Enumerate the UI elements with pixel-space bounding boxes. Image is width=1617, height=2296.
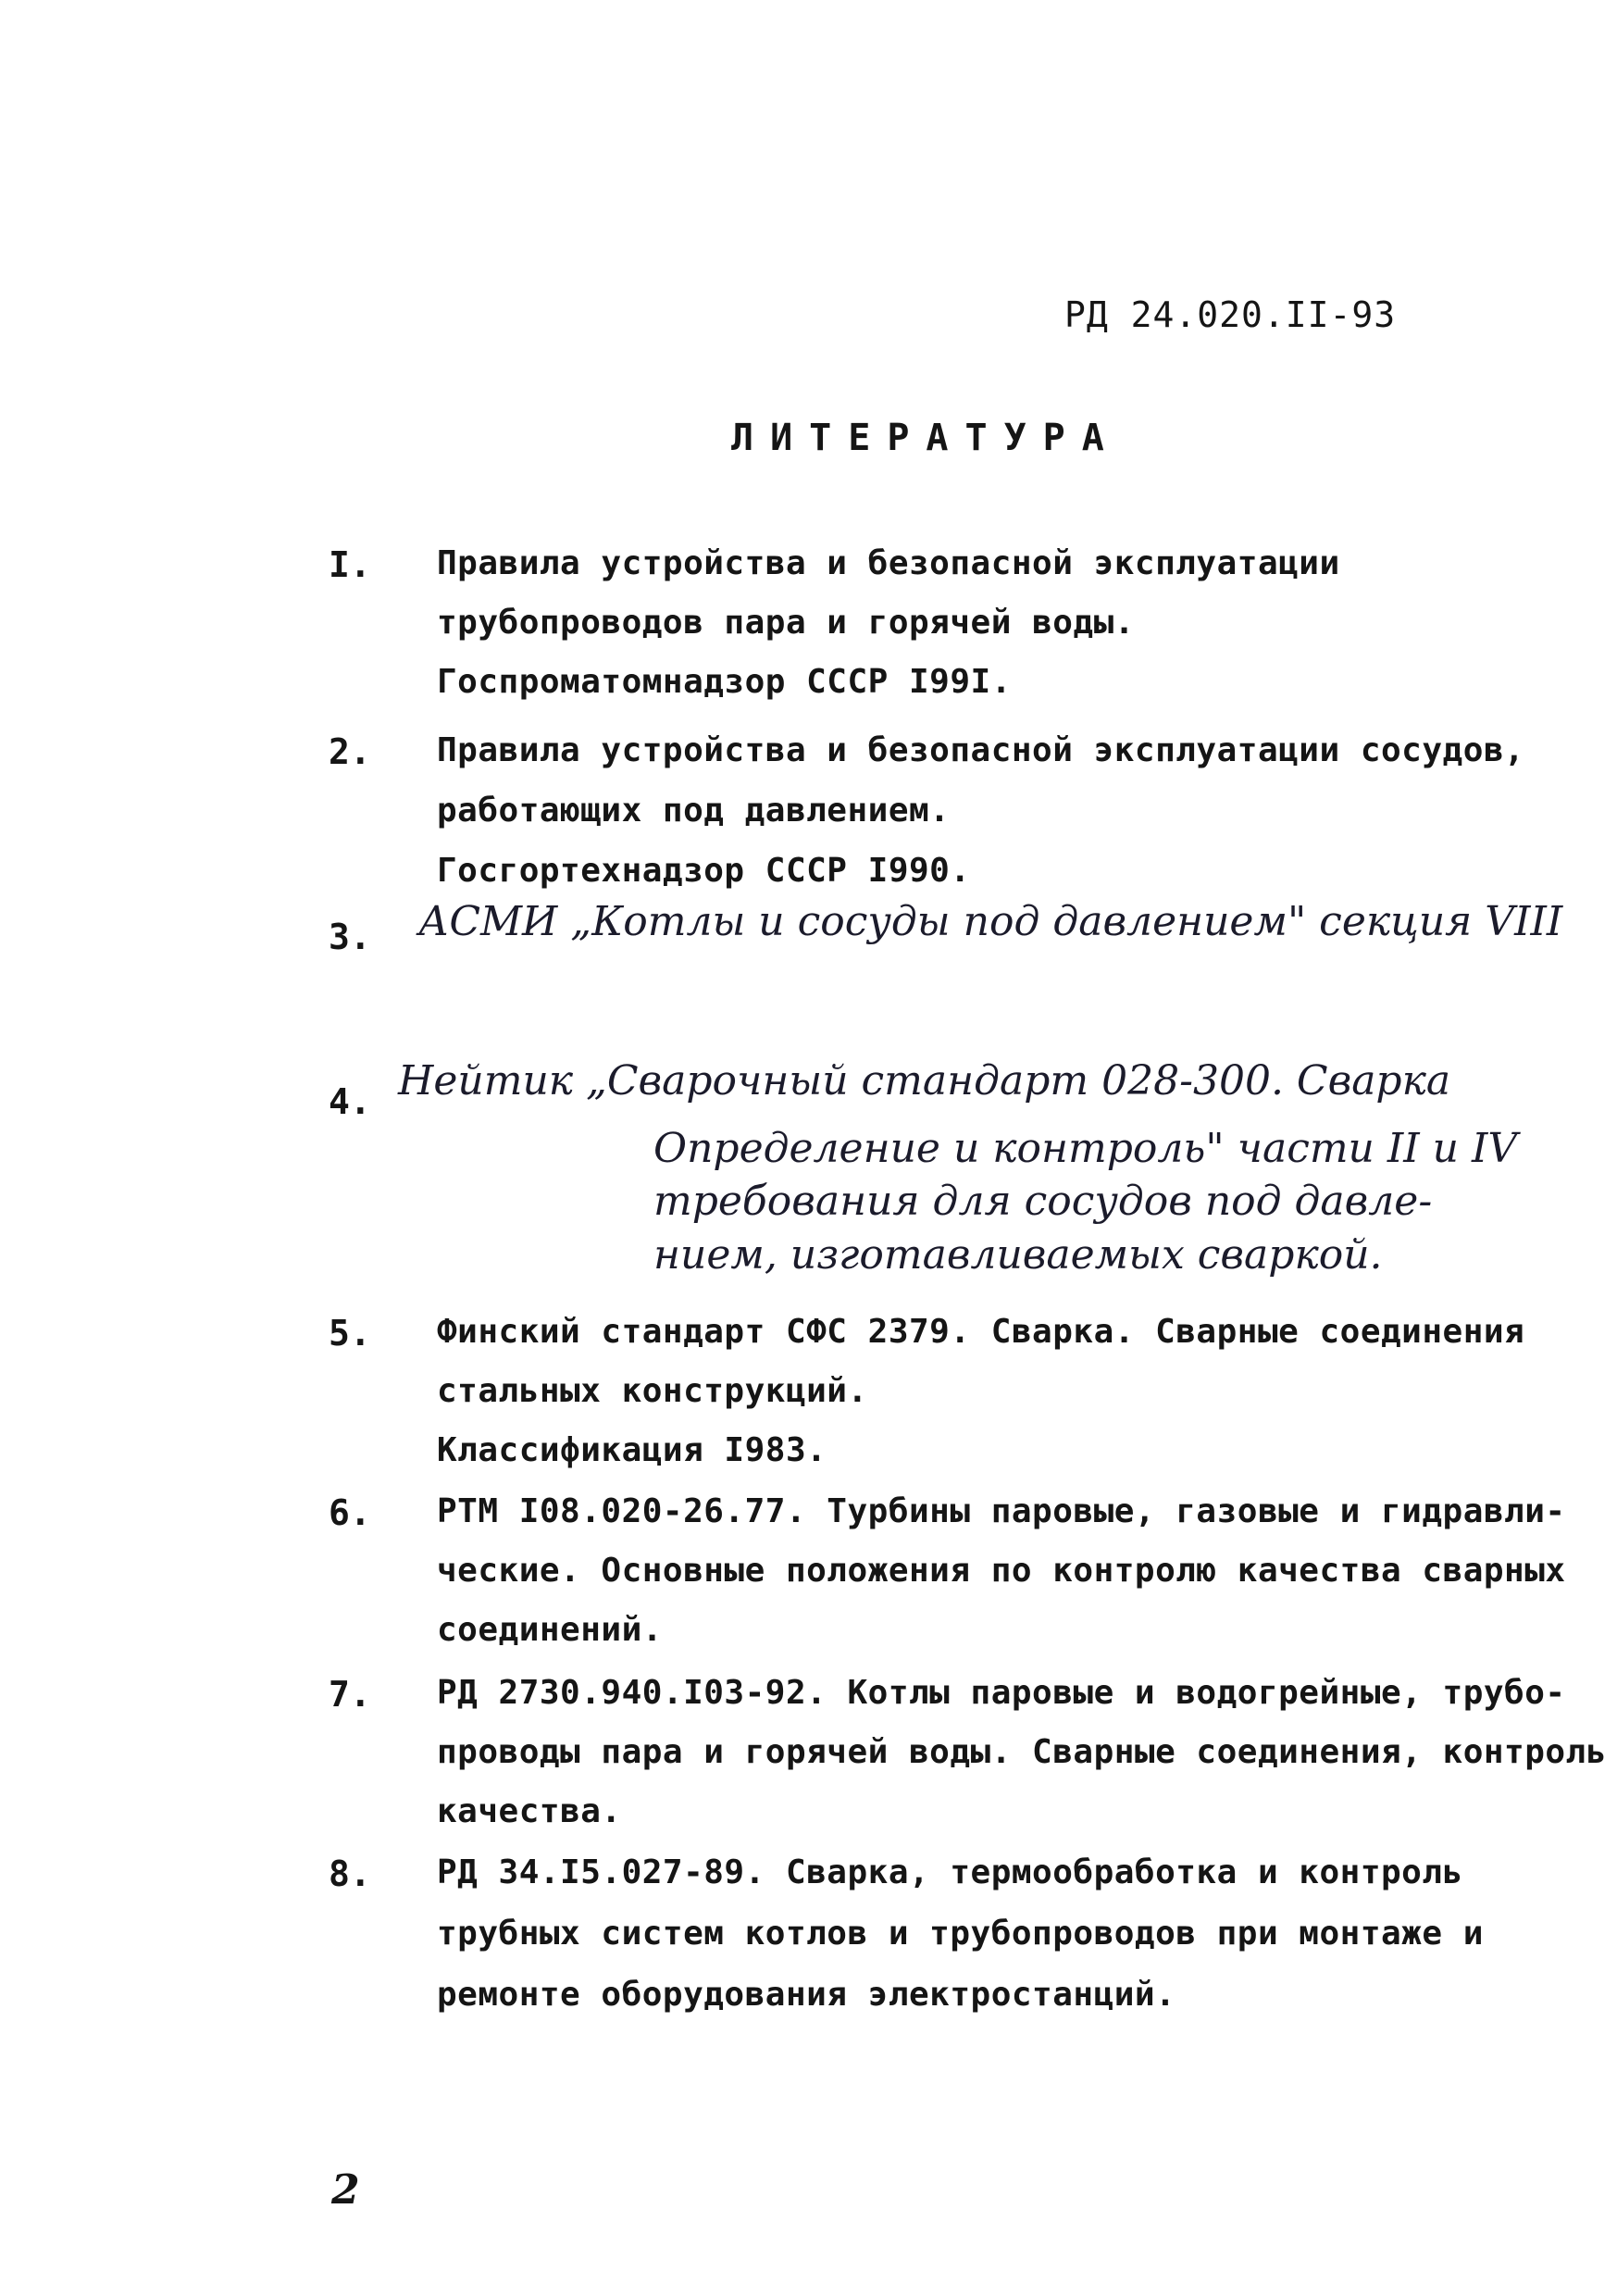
reference-line: Финский стандарт СФС 2379. Сварка. Сварные соединения (437, 1313, 1525, 1351)
reference-line: работающих под давлением. (437, 792, 951, 830)
reference-line: РД 2730.940.I03-92. Котлы паровые и водогрейные, трубо- (437, 1674, 1566, 1712)
handwritten-reference-line: Определение и контроль" части II и IV (653, 1125, 1518, 1172)
reference-line: соединений. (437, 1611, 663, 1649)
document-title: ЛИТЕРАТУРА (731, 417, 1121, 459)
reference-line: РД 34.I5.027-89. Сварка, термообработка и контроль (437, 1853, 1463, 1891)
reference-line: Госгортехнадзор СССР I990. (437, 852, 971, 890)
reference-line: РТМ I08.020-26.77. Турбины паровые, газовые и гидравли- (437, 1492, 1566, 1530)
reference-line: проводы пара и горячей воды. Сварные соединения, контроль (437, 1733, 1607, 1771)
reference-number: I. (329, 544, 371, 585)
reference-line: ремонте оборудования электростанций. (437, 1976, 1176, 2014)
handwritten-reference-line: АСМИ „Котлы и сосуды под давлением" секция VIII (418, 898, 1563, 945)
reference-number: 5. (329, 1313, 371, 1354)
reference-number: 8. (329, 1853, 371, 1894)
reference-number: 3. (329, 917, 371, 957)
reference-number: 2. (329, 731, 371, 772)
reference-line: Правила устройства и безопасной эксплуатации сосудов, (437, 731, 1525, 769)
reference-line: ческие. Основные положения по контролю качества сварных (437, 1552, 1566, 1590)
handwritten-reference-line: нием, изготавливаемых сваркой. (653, 1231, 1383, 1279)
handwritten-reference-line: Нейтик „Сварочный стандарт 028-300. Сварка (398, 1057, 1451, 1104)
reference-line: Классификация I983. (437, 1431, 827, 1469)
reference-line: Правила устройства и безопасной эксплуатации (437, 544, 1340, 582)
reference-number: 7. (329, 1674, 371, 1715)
reference-line: стальных конструкций. (437, 1372, 868, 1410)
reference-number: 6. (329, 1492, 371, 1533)
reference-number: 4. (329, 1081, 371, 1122)
reference-line: Госпроматомнадзор СССР I99I. (437, 663, 1012, 701)
document-code: РД 24.020.II-93 (1064, 294, 1397, 335)
reference-line: трубных систем котлов и трубопроводов при монтаже и (437, 1915, 1484, 1953)
reference-line: качества. (437, 1792, 622, 1830)
reference-line: трубопроводов пара и горячей воды. (437, 604, 1135, 642)
page-number: 2 (331, 2166, 360, 2214)
handwritten-reference-line: требования для сосудов под давле- (653, 1178, 1433, 1225)
